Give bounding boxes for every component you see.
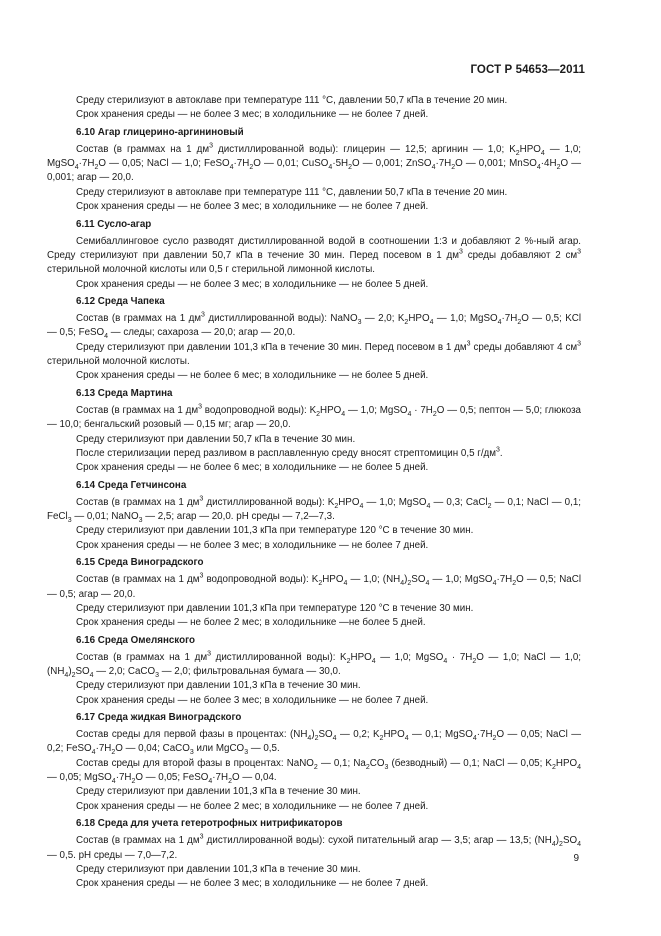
section-heading-6-14: 6.14 Среда Гетчинсона <box>76 479 187 491</box>
sterilization-text: Среду стерилизуют при давлении 101,3 кПа в течение 30 мин. <box>76 786 361 798</box>
storage-text: Срок хранения среды — не более 3 мес; в холодильнике — не более 7 дней. <box>76 201 429 213</box>
page-number: 9 <box>573 853 579 864</box>
section-heading-6-15: 6.15 Среда Виноградского <box>76 557 204 569</box>
storage-text: Срок хранения среды — не более 2 мес; в холодильнике —не более 5 дней. <box>76 617 426 629</box>
sterilization-text: Среду стерилизуют при давлении 101,3 кПа в течение 30 мин. Перед посевом в 1 $дм^3$ среды добавляют 4 $см^3$ стерильной молочной кислоты. <box>47 340 582 368</box>
section-heading-6-17: 6.17 Среда жидкая Виноградского <box>76 712 242 724</box>
document-code: ГОСТ Р 54653—2011 <box>470 64 585 76</box>
preparation-text: Семибаллинговое сусло разводят дистиллированной водой в соотношении 1:3 и добавляют 2 %-ный агар. Среду стерилизуют при давлении 50,7 кПа в течение 30 мин. Перед посевом в 1 $дм^3$ среды добавляют 2 $см^3$ стерильной молочной кислоты или 0,5 г стерильной лимонной кислоты. <box>47 235 581 276</box>
composition-text: Состав (в граммах на 1 $дм^3$ дистиллированной воды): NaNO$_3$ — 2,0; $K_2HPO_4$ — 1,0; $MgSO_4\cdot 7H_2O$ — 0,5; KCl — 0,5; FeSO$_4$ — следы; сахароза — 20,0; агар — 20,0. <box>47 311 581 341</box>
storage-text: Срок хранения среды — не более 3 мес; в холодильнике — не более 7 дней. <box>76 694 429 706</box>
section-heading-6-18: 6.18 Среда для учета гетеротрофных нитрификаторов <box>76 818 343 830</box>
composition-text: Состав (в граммах на 1 $дм^3$ водопроводной воды): $K_2HPO_4$ — 1,0; $(NH_4)_2SO_4$ — 1,0; $MgSO_4\cdot 7H_2O$ — 0,5; NaCl — 0,5; агар — 20,0. <box>47 572 581 600</box>
post-sterilization-text: После стерилизации перед разливом в расплавленную среду вносят стрептомицин 0,5 $г/дм^3$. <box>76 446 503 459</box>
composition-text: Состав (в граммах на 1 $дм^3$ дистиллированной воды): сухой питательный агар — 3,5; агар — 13,5; $(NH_4)_2SO_4$ — 0,5. pH среды — 7,0—7,2. <box>47 833 582 861</box>
storage-text: Срок хранения среды — не более 3 мес; в холодильнике — не более 7 дней. <box>76 539 429 551</box>
sterilization-text: Среду стерилизуют в автоклаве при температуре 111 °С, давлении 50,7 кПа в течение 20 мин. <box>76 186 508 198</box>
sterilization-text: Среду стерилизуют при давлении 50,7 кПа в течение 30 мин. <box>76 433 356 445</box>
storage-text: Срок хранения среды — не более 3 мес; в холодильнике — не более 5 дней. <box>76 278 429 290</box>
storage-text: Срок хранения среды — не более 2 мес; в холодильнике — не более 7 дней. <box>76 800 429 812</box>
storage-text: Срок хранения среды — не более 3 мес; в холодильнике — не более 7 дней. <box>76 878 429 890</box>
composition-text: Состав (в граммах на 1 $дм^3$ дистиллированной воды): $K_2HPO_4$ — 1,0; MgSO$_4$ · $7H_2O$ — 1,0; NaCl — 1,0; $(NH_4)_2SO_4$ — 2,0; CaCO$_3$ — 2,0; фильтровальная бумага — 30,0. <box>47 650 582 679</box>
document-body <box>47 94 581 891</box>
sterilization-text: Среду стерилизуют при давлении 101,3 кПа в течение 30 мин. <box>76 863 361 875</box>
composition-phase-2-text: Состав среды для второй фазы в процентах: NaNO$_2$ — 0,1; $Na_2CO_3$ (безводный) — 0,1; NaCl — 0,05; $K_2HPO_4$ — 0,05; $MgSO_4\cdot 7H_2O$ — 0,05; $FeSO_4\cdot 7H_2O$ — 0,04. <box>47 757 582 786</box>
storage-text: Срок хранения среды — не более 6 мес; в холодильнике — не более 5 дней. <box>76 462 429 474</box>
storage-text: Срок хранения среды — не более 3 мес; в холодильнике — не более 7 дней. <box>76 109 429 121</box>
composition-phase-1-text: Состав среды для первой фазы в процентах: $(NH_4)_2SO_4$ — 0,2; $K_2HPO_4$ — 0,1; $MgSO_4\cdot 7H_2O$ — 0,05; NaCl — 0,2; $FeSO_4\cdot 7H_2O$ — 0,04; CaCO$_3$ или MgCO$_3$ — 0,5. <box>47 729 581 757</box>
composition-text: Состав (в граммах на 1 $дм^3$ дистиллированной воды): глицерин — 12,5; аргинин — 1,0; $K_2HPO_4$ — 1,0; $MgSO_4\cdot 7H_2O$ — 0,05; NaCl — 1,0; $FeSO_4\cdot 7H_2O$ — 0,01; $CuSO_4\cdot 5H_2O$ — 0,001; $ZnSO_4\cdot 7H_2O$ — 0,001; $MnSO_4\cdot 4H_2O$ — 0,001; агар — 20,0. <box>47 142 581 184</box>
section-heading-6-11: 6.11 Сусло-агар <box>76 218 152 230</box>
sterilization-text: Среду стерилизуют при давлении 101,3 кПа при температуре 120 °С в течение 30 мин. <box>76 602 474 614</box>
sterilization-text: Среду стерилизуют при давлении 101,3 кПа в течение 30 мин. <box>76 680 361 692</box>
section-heading-6-13: 6.13 Среда Мартина <box>76 388 173 400</box>
storage-text: Срок хранения среды — не более 6 мес; в холодильнике — не более 5 дней. <box>76 370 429 382</box>
composition-text: Состав (в граммах на 1 $дм^3$ дистиллированной воды): $K_2HPO_4$ — 1,0; MgSO$_4$ — 0,3; CaCl$_2$ — 0,1; NaCl — 0,1; FeCl$_3$ — 0,01; NaNO$_3$ — 2,5; агар — 20,0. pH среды — 7,2—7,3. <box>47 495 581 524</box>
sterilization-text: Среду стерилизуют в автоклаве при температуре 111 °С, давлении 50,7 кПа в течение 20 мин. <box>76 95 508 106</box>
section-heading-6-10: 6.10 Агар глицерино-аргининовый <box>76 127 244 139</box>
section-heading-6-12: 6.12 Среда Чапека <box>76 296 165 308</box>
sterilization-text: Среду стерилизуют при давлении 101,3 кПа при температуре 120 °С в течение 30 мин. <box>76 525 474 537</box>
section-heading-6-16: 6.16 Среда Омелянского <box>76 634 196 646</box>
composition-text: Состав (в граммах на 1 $дм^3$ водопроводной воды): $K_2HPO_4$ — 1,0; MgSO$_4$ · $7H_2O$ — 0,5; пептон — 5,0; глюкоза — 10,0; бенгальский розовый — 0,15 мг; агар — 20,0. <box>47 403 582 431</box>
